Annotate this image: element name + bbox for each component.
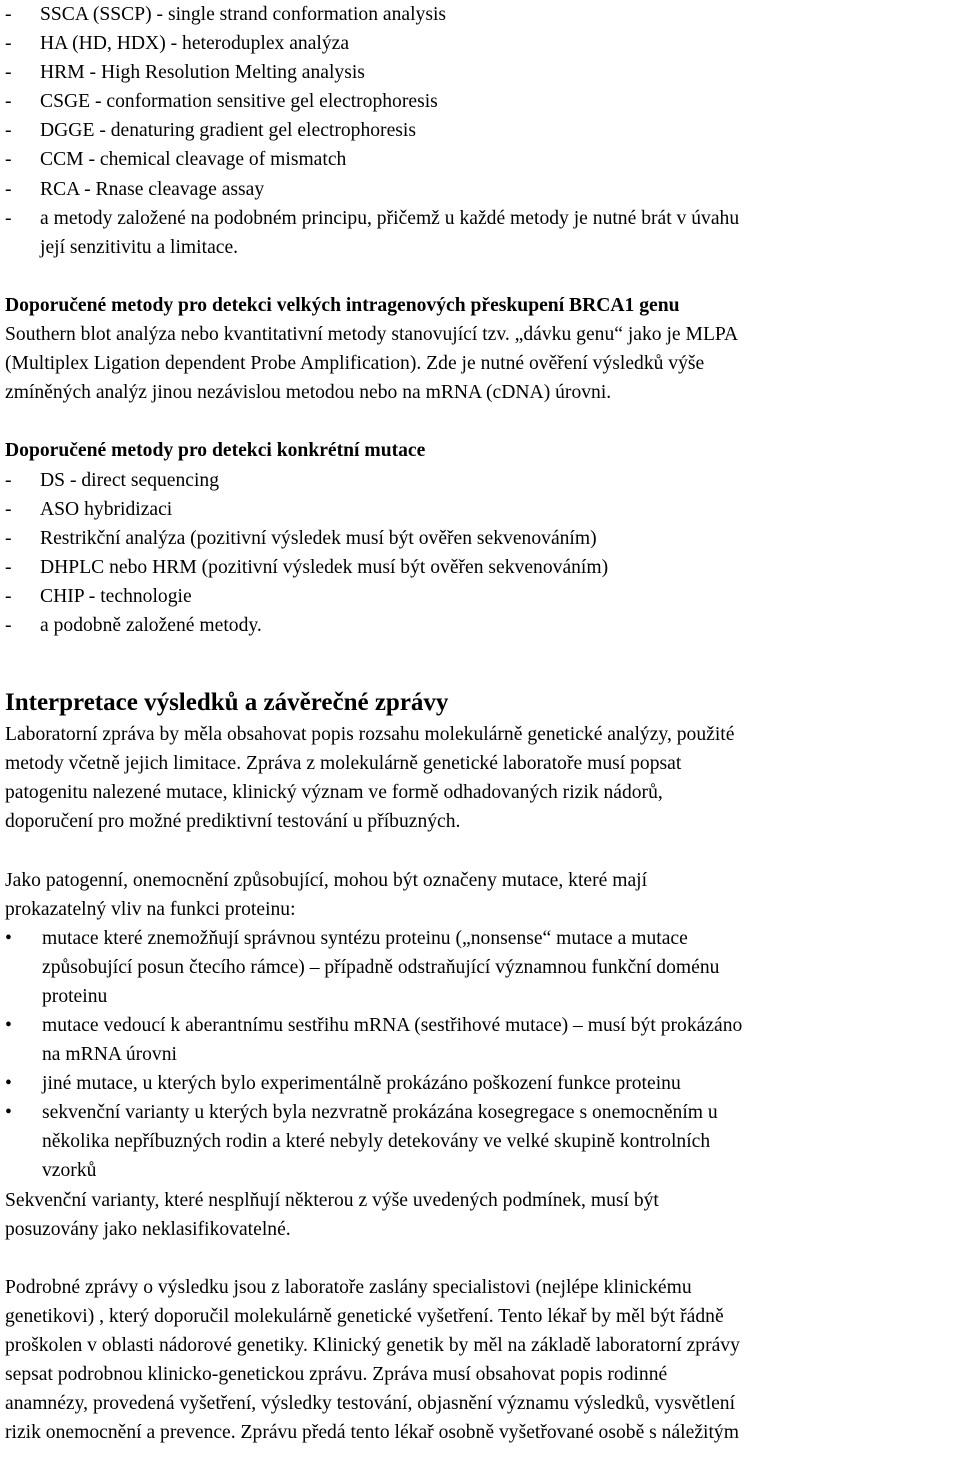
list-dash: -	[5, 120, 12, 142]
paragraph-line: zmíněných analýz jinou nezávislou metodou nebo na mRNA (cDNA) úrovni.	[5, 382, 612, 404]
paragraph-line: doporučení pro možné prediktivní testování u příbuzných.	[5, 811, 461, 833]
list-item-text: a podobně založené metody.	[40, 614, 262, 636]
list-dash: -	[5, 527, 12, 549]
paragraph-line: patogenitu nalezené mutace, klinický význam ve formě odhadovaných rizik nádorů,	[5, 782, 663, 804]
bullet-mark: •	[5, 1073, 12, 1095]
list-dash: -	[5, 91, 12, 113]
list-item	[5, 58, 957, 87]
list-item	[5, 29, 957, 58]
list-item-text: ASO hybridizaci	[40, 498, 173, 520]
list-dash: -	[5, 556, 12, 578]
list-item-text: a metody založené na podobném principu, přičemž u každé metody je nutné brát v úvahu	[40, 207, 740, 229]
list-dash: -	[5, 498, 12, 520]
paragraph-line: metody včetně jejich limitace. Zpráva z molekulárně genetické laboratoře musí popsat	[5, 753, 682, 775]
paragraph-line: Southern blot analýza nebo kvantitativní metody stanovující tzv. „dávku genu“ jako je MLPA	[5, 324, 739, 346]
bullet-item	[5, 1011, 957, 1040]
paragraph-line: Jako patogenní, onemocnění způsobující, mohou být označeny mutace, které mají	[5, 869, 648, 891]
paragraph-line: (Multiplex Ligation dependent Probe Amplification). Zde je nutné ověření výsledků výše	[5, 353, 705, 375]
list-item	[5, 204, 957, 233]
list-item-text: DGGE - denaturing gradient gel electrophoresis	[40, 120, 416, 142]
document-page	[5, 0, 957, 1447]
bullet-text: sekvenční varianty u kterých byla nezvratně prokázána kosegregace s onemocněním u	[42, 1102, 718, 1124]
paragraph-line: Podrobné zprávy o výsledku jsou z laboratoře zaslány specialistovi (nejlépe klinickému	[5, 1276, 692, 1298]
bullet-text: mutace vedoucí k aberantnímu sestřihu mRNA (sestřihové mutace) – musí být prokázáno	[42, 1015, 743, 1036]
list-item	[5, 553, 957, 582]
list-item-text: CSGE - conformation sensitive gel electrophoresis	[40, 91, 438, 113]
list-dash: -	[5, 207, 12, 229]
bullet-item	[5, 1098, 957, 1127]
spacer	[5, 407, 957, 436]
bullet-continuation: na mRNA úrovni	[42, 1044, 177, 1066]
list-dash: -	[5, 585, 12, 607]
list-item-text: RCA - Rnase cleavage assay	[40, 178, 265, 200]
bullet-continuation: proteinu	[42, 985, 108, 1007]
section-heading: Doporučené metody pro detekci velkých intragenových přeskupení BRCA1 genu	[5, 294, 680, 316]
list-dash: -	[5, 149, 12, 171]
list-item-text: HA (HD, HDX) - heteroduplex analýza	[40, 33, 350, 55]
spacer	[5, 262, 957, 291]
paragraph-line: posuzovány jako neklasifikovatelné.	[5, 1218, 291, 1240]
paragraph-line: proškolen v oblasti nádorové genetiky. Klinický genetik by měl na základě laboratorní zprávy	[5, 1335, 740, 1357]
pathogenic-criteria-list	[5, 924, 957, 1186]
screening-methods-list	[5, 0, 957, 262]
specific-mutation-section	[5, 436, 957, 640]
list-item	[5, 0, 957, 29]
list-dash: -	[5, 178, 12, 200]
paragraph-line: genetikovi) , který doporučil molekulárně genetické vyšetření. Tento lékař by měl být řádně	[5, 1305, 724, 1327]
paragraph-line: Laboratorní zpráva by měla obsahovat popis rozsahu molekulárně genetické analýzy, použité	[5, 724, 735, 746]
list-item	[5, 495, 957, 524]
spacer	[5, 836, 957, 865]
bullet-mark: •	[5, 927, 12, 949]
list-item-text: HRM - High Resolution Melting analysis	[40, 62, 365, 84]
bullet-text: mutace které znemožňují správnou syntézu proteinu („nonsense“ mutace a mutace	[42, 927, 688, 949]
paragraph-line: rizik onemocnění a prevence. Zprávu předá tento lékař osobně vyšetřované osobě s náležitým	[5, 1422, 739, 1444]
section-heading: Doporučené metody pro detekci konkrétní mutace	[5, 440, 426, 462]
brca1-section	[5, 291, 957, 407]
list-item-text: CHIP - technologie	[40, 585, 192, 607]
list-item-text: Restrikční analýza (pozitivní výsledek musí být ověřen sekvenováním)	[40, 527, 597, 549]
list-item-text: SSCA (SSCP) - single strand conformation analysis	[40, 4, 447, 25]
list-item	[5, 116, 957, 145]
bullet-continuation: vzorků	[42, 1160, 97, 1182]
list-item-text: CCM - chemical cleavage of mismatch	[40, 149, 347, 171]
bullet-item	[5, 1069, 957, 1098]
paragraph-line: anamnézy, provedená vyšetření, výsledky testování, objasnění významu výsledků, vysvětlení	[5, 1393, 736, 1415]
spacer	[5, 640, 957, 686]
list-dash: -	[5, 62, 12, 84]
spacer	[5, 1244, 957, 1273]
bullet-text: jiné mutace, u kterých bylo experimentálně prokázáno poškození funkce proteinu	[42, 1073, 681, 1095]
list-dash: -	[5, 469, 12, 491]
bullet-continuation: několika nepříbuzných rodin a které nebyly detekovány ve velké skupině kontrolních	[42, 1131, 711, 1153]
list-dash: -	[5, 4, 12, 25]
bullet-item	[5, 924, 957, 953]
paragraph-line: sepsat podrobnou klinicko-genetickou zprávu. Zpráva musí obsahovat popis rodinné	[5, 1364, 668, 1386]
bullet-mark: •	[5, 1102, 12, 1124]
list-item-continuation: její senzitivitu a limitace.	[40, 236, 239, 258]
interpretation-section	[5, 686, 957, 1447]
paragraph-line: Sekvenční varianty, které nesplňují některou z výše uvedených podmínek, musí být	[5, 1189, 659, 1211]
list-item	[5, 175, 957, 204]
list-dash: -	[5, 614, 12, 636]
list-item	[5, 582, 957, 611]
list-item	[5, 145, 957, 174]
list-item-text: DS - direct sequencing	[40, 469, 220, 491]
bullet-mark: •	[5, 1015, 12, 1036]
list-item	[5, 611, 957, 640]
list-item	[5, 466, 957, 495]
list-item	[5, 87, 957, 116]
list-item	[5, 524, 957, 553]
list-dash: -	[5, 33, 12, 55]
section-title: Interpretace výsledků a závěrečné zprávy	[5, 689, 449, 717]
bullet-continuation: způsobující posun čtecího rámce) – případně odstraňující významnou funkční doménu	[42, 956, 720, 978]
list-item-text: DHPLC nebo HRM (pozitivní výsledek musí být ověřen sekvenováním)	[40, 556, 609, 578]
paragraph-line: prokazatelný vliv na funkci proteinu:	[5, 898, 296, 920]
